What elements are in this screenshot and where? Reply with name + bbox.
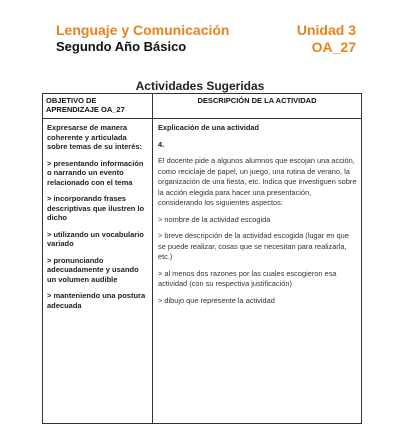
activity-point: > breve descripción de la actividad escogida (lugar en que se puede realizar, cosas que se necesitan para realizarla, etc.) — [158, 231, 349, 261]
grade-level: Segundo Año Básico — [56, 39, 187, 54]
objective-cell — [43, 119, 153, 424]
objective-item: Expresarse de manera coherente y articulada sobre temas de su interés: — [47, 123, 143, 151]
activity-point: > nombre de la actividad escogida — [158, 214, 271, 224]
objective-column-header: OBJETIVO DE APRENDIZAJE OA_27 — [43, 94, 153, 119]
table-row — [43, 119, 362, 424]
activity-heading: Explicación de una actividad — [158, 123, 260, 132]
objective-item: > utilizando un vocabulario variado — [47, 229, 144, 248]
activity-number: 4. — [158, 139, 165, 149]
unit-label: Unidad 3 — [296, 22, 356, 38]
objective-item: > incorporando frases descriptivas que ilustren lo dicho — [47, 194, 145, 222]
description-column-header: DESCRIPCIÓN DE LA ACTIVIDAD — [153, 94, 362, 119]
subject-title: Lenguaje y Comunicación — [56, 22, 230, 38]
table-header-row — [43, 94, 362, 119]
page-header — [56, 22, 356, 58]
activity-point: > al menos dos razones por las cuales escogieron esa actividad (con su respectiva justificación) — [158, 268, 337, 288]
objective-item: > presentando información o narrando un evento relacionado con el tema — [47, 158, 144, 187]
activity-cell — [153, 119, 362, 424]
activities-table — [42, 93, 362, 424]
activity-point: > dibujo que represente la actividad — [158, 295, 275, 305]
activity-intro: El docente pide a algunos alumnos que escojan una acción, como reciclaje de papel, un juego, una rutina de verano, la organización de una fiesta, etc. Indica que investiguen sobre la acción elegida para hacer una presentación, considerando los siguientes aspectos: — [158, 156, 357, 207]
section-title: Actividades Sugeridas — [135, 79, 265, 93]
objective-item: > manteniendo una postura adecuada — [47, 291, 146, 310]
objective-item: > pronunciando adecuadamente y usando un volumen audible — [47, 255, 139, 284]
objective-code: OA_27 — [311, 39, 356, 55]
